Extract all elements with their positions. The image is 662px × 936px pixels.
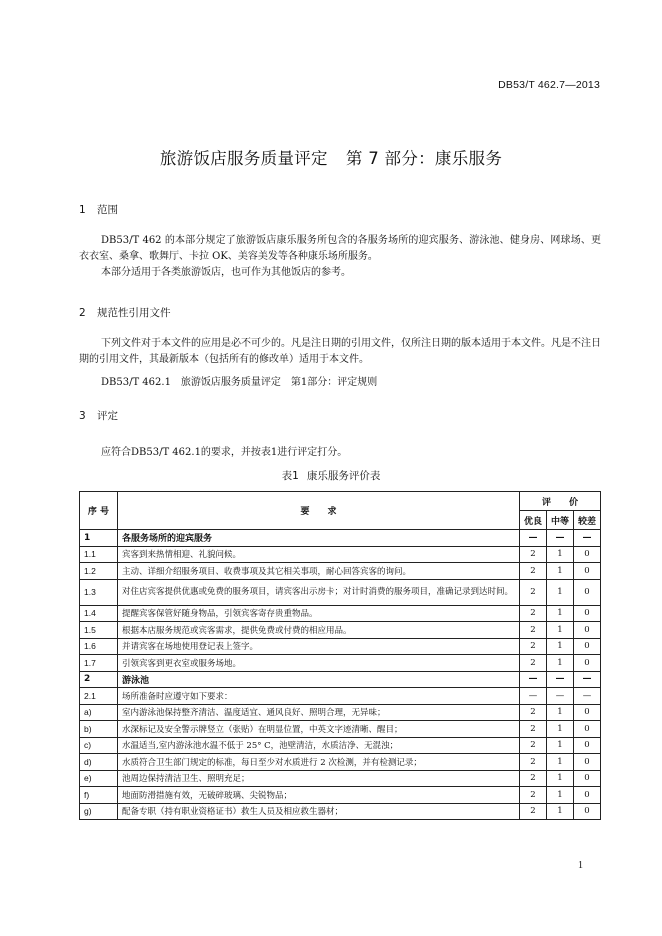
section-number: 3 <box>79 410 86 422</box>
score-medium-cell: 1 <box>547 787 574 804</box>
score-good-cell: 2 <box>520 803 547 820</box>
score-good-cell: 2 <box>520 563 547 580</box>
table-row <box>80 605 601 622</box>
section-title: 评定 <box>97 410 118 422</box>
score-poor-cell: 0 <box>574 787 601 804</box>
requirement-cell: 水质符合卫生部门规定的标准，每日至少对水质进行 2 次检测，并有检测记录； <box>118 754 520 771</box>
score-medium-cell: 1 <box>547 655 574 672</box>
score-medium-cell: 1 <box>547 605 574 622</box>
header-seq: 序 号 <box>80 492 118 530</box>
table-row <box>80 671 601 688</box>
score-poor-cell: — <box>574 688 601 705</box>
requirement-cell: 对住店宾客提供优惠或免费的服务项目，请宾客出示房卡；对计时消费的服务项目，准确记录到达时间。 <box>118 579 520 605</box>
row-number-cell: 1.6 <box>80 638 118 655</box>
requirement-cell: 根据本店服务规范或宾客需求，提供免费或付费的相应用品。 <box>118 622 520 639</box>
section-title: 范围 <box>97 204 118 216</box>
score-medium-cell: 1 <box>547 622 574 639</box>
score-good-cell: 2 <box>520 605 547 622</box>
table-row <box>80 579 601 605</box>
score-medium-cell: 1 <box>547 704 574 721</box>
score-poor-cell: 0 <box>574 579 601 605</box>
table-row <box>80 704 601 721</box>
score-medium-cell: 1 <box>547 770 574 787</box>
row-number-cell: 1 <box>80 530 118 547</box>
row-number-cell: a) <box>80 704 118 721</box>
evaluation-table <box>79 491 601 820</box>
header-poor: 较差 <box>574 511 601 530</box>
score-medium-cell: 1 <box>547 579 574 605</box>
score-poor-cell: 0 <box>574 754 601 771</box>
score-poor-cell: — <box>574 530 601 547</box>
score-good-cell: 2 <box>520 754 547 771</box>
score-poor-cell: 0 <box>574 803 601 820</box>
row-number-cell: f) <box>80 787 118 804</box>
table-row <box>80 721 601 738</box>
score-good-cell: 2 <box>520 622 547 639</box>
title-main: 旅游饭店服务质量评定 <box>159 149 328 168</box>
requirement-cell: 水深标记及安全警示牌竖立（张贴）在明显位置，中英文字迹清晰、醒目； <box>118 721 520 738</box>
score-poor-cell: 0 <box>574 605 601 622</box>
requirement-cell: 池周边保持清洁卫生、照明充足； <box>118 770 520 787</box>
requirement-cell: 水温适当,室内游泳池水温不低于 25° C，池壁清洁，水质洁净、无混浊； <box>118 737 520 754</box>
table-row <box>80 737 601 754</box>
requirement-cell: 地面防滑措施有效，无破碎玻璃、尖锐物品； <box>118 787 520 804</box>
table-body <box>80 530 601 820</box>
table-row <box>80 530 601 547</box>
score-poor-cell: 0 <box>574 721 601 738</box>
score-good-cell: 2 <box>520 737 547 754</box>
row-number-cell: b) <box>80 721 118 738</box>
score-medium-cell: 1 <box>547 563 574 580</box>
row-number-cell: 1.3 <box>80 579 118 605</box>
score-medium-cell: 1 <box>547 721 574 738</box>
header-evaluation: 评 价 <box>520 492 601 511</box>
title-part: 第 7 部分：康乐服务 <box>345 149 503 168</box>
section-heading-normative-references <box>79 305 171 320</box>
table-caption-title: 康乐服务评价表 <box>306 470 381 482</box>
table-row <box>80 622 601 639</box>
table-row <box>80 787 601 804</box>
row-number-cell: 2.1 <box>80 688 118 705</box>
section-heading-evaluation <box>79 408 118 423</box>
score-poor-cell: 0 <box>574 546 601 563</box>
score-medium-cell: — <box>547 530 574 547</box>
section-heading-scope <box>79 202 118 217</box>
score-medium-cell: 1 <box>547 737 574 754</box>
score-good-cell: 2 <box>520 579 547 605</box>
normative-reference: DB53/T 462.1 旅游饭店服务质量评定 第1部分：评定规则 <box>101 377 378 388</box>
requirement-cell: 配备专职（持有职业资格证书）救生人员及相应救生器材； <box>118 803 520 820</box>
row-number-cell: 1.7 <box>80 655 118 672</box>
document-number: DB53/T 462.7—2013 <box>498 79 600 91</box>
row-number-cell: 1.2 <box>80 563 118 580</box>
page-title <box>0 145 662 169</box>
row-number-cell: e) <box>80 770 118 787</box>
score-medium-cell: 1 <box>547 638 574 655</box>
score-poor-cell: — <box>574 671 601 688</box>
header-requirement: 要 求 <box>118 492 520 530</box>
score-good-cell: 2 <box>520 721 547 738</box>
table-row <box>80 754 601 771</box>
requirement-cell: 场所准备时应遵守如下要求： <box>118 688 520 705</box>
score-good-cell: 2 <box>520 787 547 804</box>
requirement-cell: 室内游泳池保持整齐清洁、温度适宜、通风良好、照明合理，无异味； <box>118 704 520 721</box>
score-poor-cell: 0 <box>574 655 601 672</box>
score-poor-cell: 0 <box>574 622 601 639</box>
score-good-cell: 2 <box>520 638 547 655</box>
row-number-cell: c) <box>80 737 118 754</box>
header-good: 优良 <box>520 511 547 530</box>
row-number-cell: g) <box>80 803 118 820</box>
row-number-cell: 1.5 <box>80 622 118 639</box>
table-row <box>80 638 601 655</box>
score-good-cell: 2 <box>520 655 547 672</box>
evaluation-paragraph: 应符合DB53/T 462.1的要求，并按表1进行评定打分。 <box>101 447 348 458</box>
requirement-cell: 提醒宾客保管好随身物品，引领宾客寄存贵重物品。 <box>118 605 520 622</box>
normative-paragraph: 下列文件对于本文件的应用是必不可少的。凡是注日期的引用文件，仅所注日期的版本适用于本文件。凡是不注日期的引用文件，其最新版本（包括所有的修改单）适用于本文件。 <box>79 338 601 365</box>
requirement-cell: 游泳池 <box>118 671 520 688</box>
score-good-cell: 2 <box>520 546 547 563</box>
section-number: 1 <box>79 204 86 216</box>
requirement-cell: 引领宾客到更衣室或服务场地。 <box>118 655 520 672</box>
header-medium: 中等 <box>547 511 574 530</box>
score-poor-cell: 0 <box>574 737 601 754</box>
table-row <box>80 563 601 580</box>
table-row <box>80 803 601 820</box>
section-title: 规范性引用文件 <box>97 307 171 319</box>
table-caption <box>0 468 662 483</box>
score-good-cell: 2 <box>520 770 547 787</box>
table-row <box>80 546 601 563</box>
score-good-cell: — <box>520 671 547 688</box>
score-poor-cell: 0 <box>574 638 601 655</box>
requirement-cell: 并请宾客在场地使用登记表上签字。 <box>118 638 520 655</box>
score-good-cell: — <box>520 530 547 547</box>
table-row <box>80 655 601 672</box>
score-medium-cell: 1 <box>547 803 574 820</box>
scope-paragraph: DB53/T 462 的本部分规定了旅游饭店康乐服务所包含的各服务场所的迎宾服务、游泳池、健身房、网球场、更衣衣室、桑拿、歌舞厅、卡拉 OK、美容美发等各种康乐场所服务。 <box>79 235 601 262</box>
score-poor-cell: 0 <box>574 770 601 787</box>
score-good-cell: 2 <box>520 704 547 721</box>
section-number: 2 <box>79 307 86 319</box>
score-medium-cell: 1 <box>547 546 574 563</box>
table-row <box>80 688 601 705</box>
score-good-cell: — <box>520 688 547 705</box>
score-medium-cell: — <box>547 671 574 688</box>
score-medium-cell: — <box>547 688 574 705</box>
row-number-cell: d) <box>80 754 118 771</box>
table-caption-number: 表1 <box>281 470 299 482</box>
score-poor-cell: 0 <box>574 704 601 721</box>
row-number-cell: 2 <box>80 671 118 688</box>
row-number-cell: 1.4 <box>80 605 118 622</box>
requirement-cell: 宾客到来热情相迎、礼貌问候。 <box>118 546 520 563</box>
score-poor-cell: 0 <box>574 563 601 580</box>
table-row <box>80 770 601 787</box>
score-medium-cell: 1 <box>547 754 574 771</box>
scope-applicability-paragraph: 本部分适用于各类旅游饭店，也可作为其他饭店的参考。 <box>101 267 351 278</box>
requirement-cell: 各服务场所的迎宾服务 <box>118 530 520 547</box>
row-number-cell: 1.1 <box>80 546 118 563</box>
page-number: 1 <box>578 860 583 871</box>
requirement-cell: 主动、详细介绍服务项目、收费事项及其它相关事项，耐心回答宾客的询问。 <box>118 563 520 580</box>
